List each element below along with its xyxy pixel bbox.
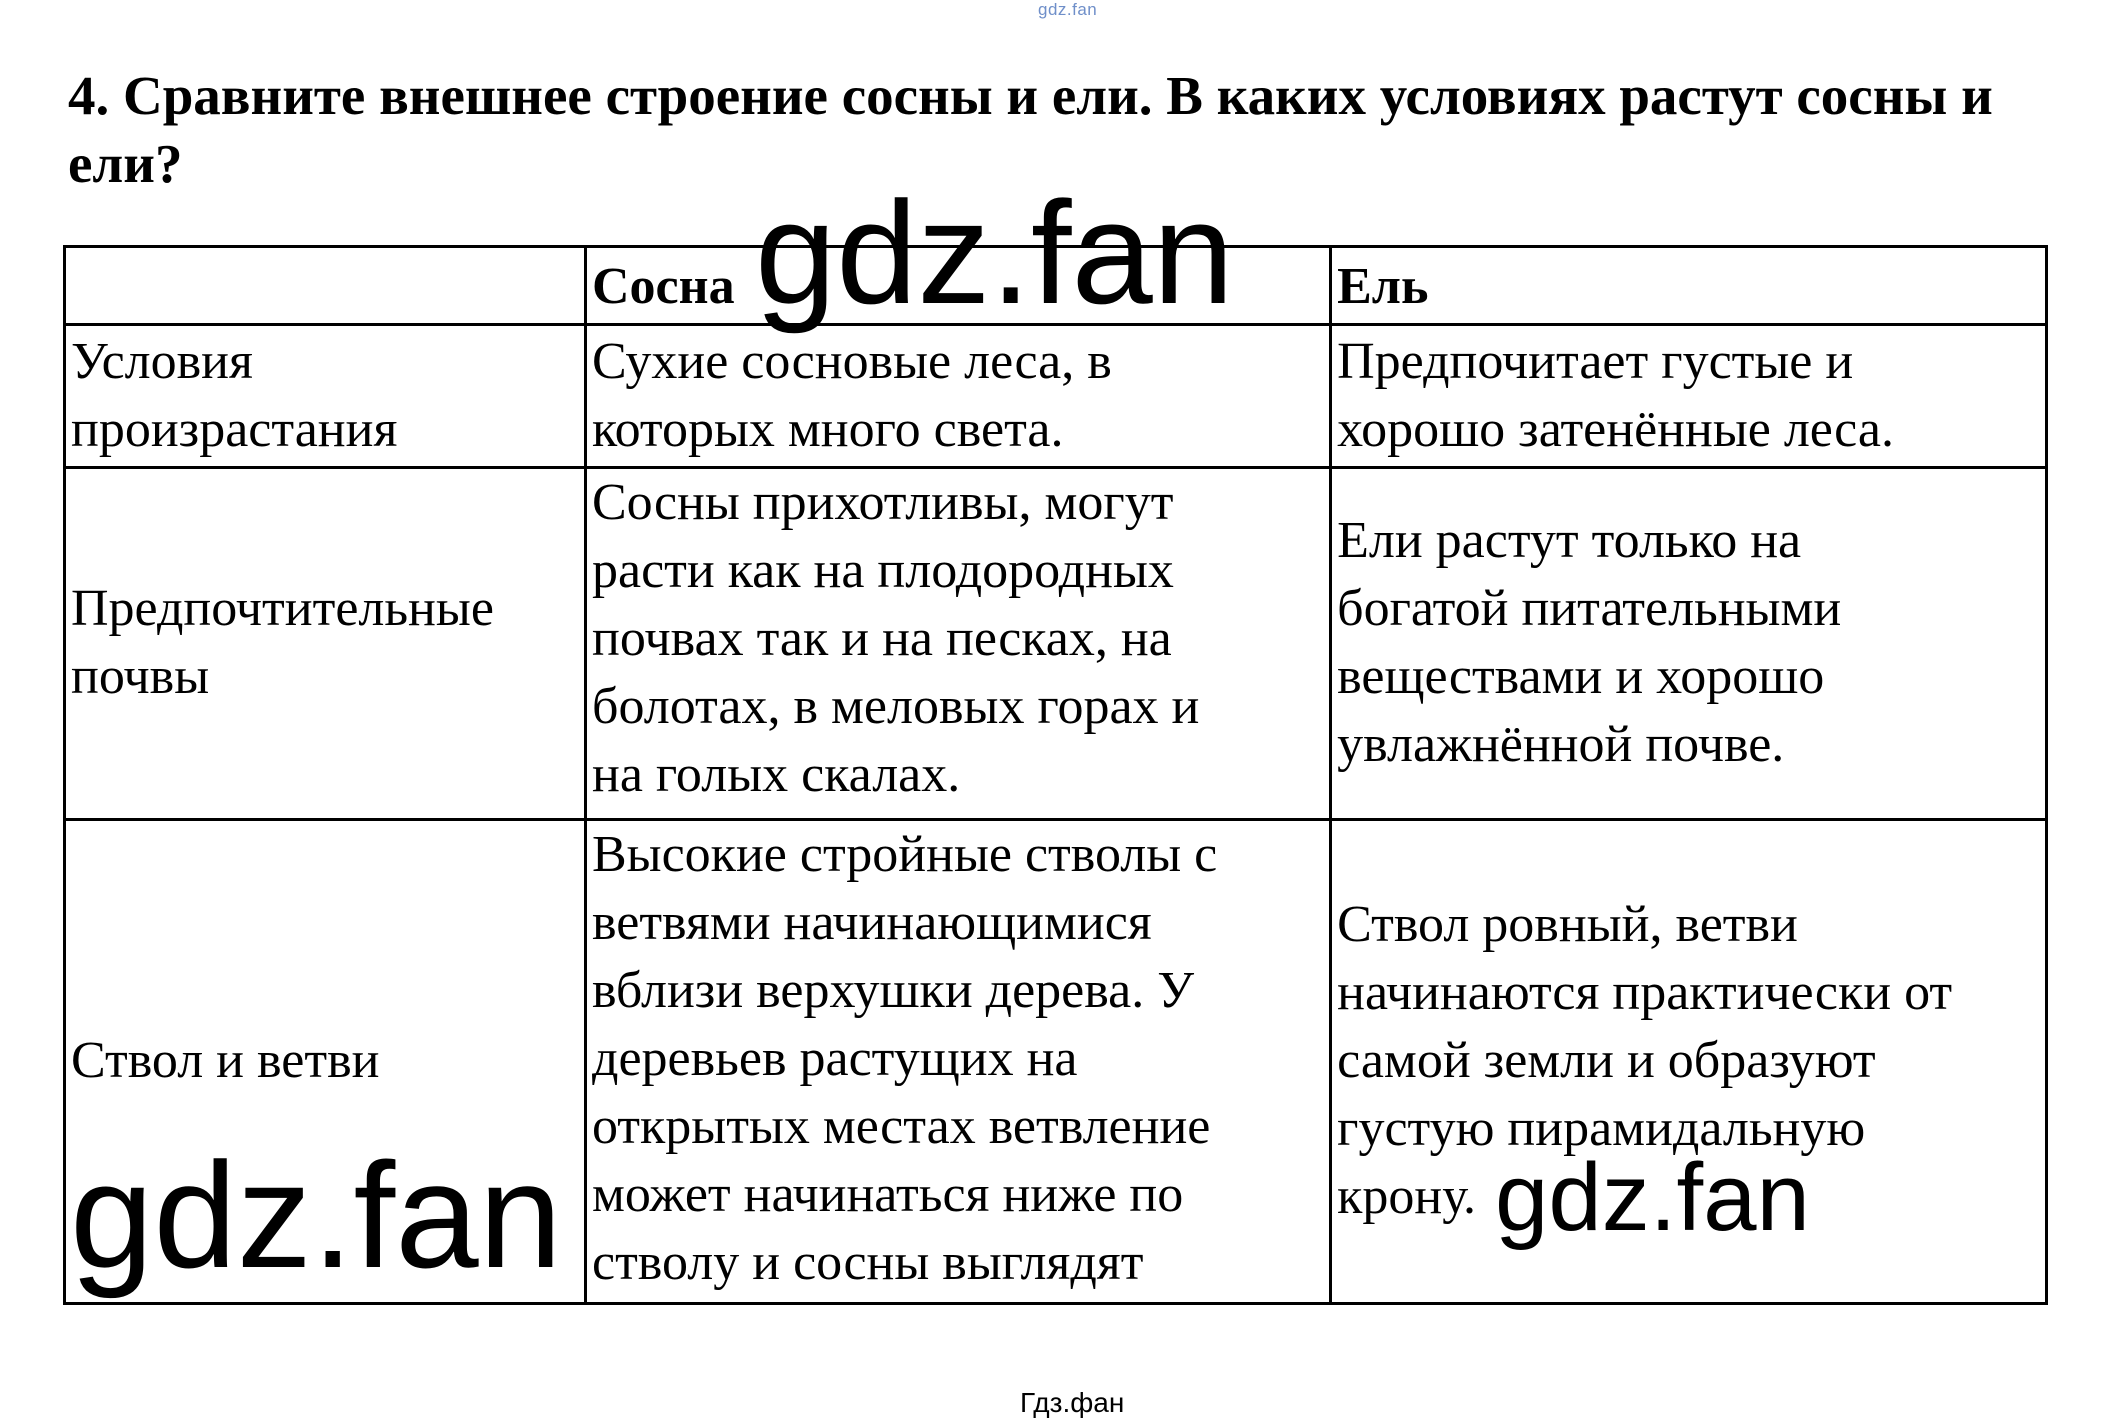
footer-watermark: Гдз.фан [1020, 1387, 1125, 1418]
row-label-text: Условия произрастания [71, 333, 398, 459]
row-label [65, 325, 586, 468]
header-empty-cell [65, 247, 586, 325]
pine-text: Сухие сосновые леса, в которых много света. [591, 333, 1112, 459]
question-title: 4. Сравните внешнее строение сосны и ели. В каких условиях растут сосны и ели? [68, 65, 1993, 194]
spruce-cell [1331, 468, 2047, 819]
pine-text: Высокие стройные стволы с ветвями начинающимися вблизи верхушки дерева. У деревьев растущих на открытых местах ветвление может начинаться ниже по стволу и сосны выглядят [591, 825, 1218, 1291]
spruce-cell [1331, 325, 2047, 468]
spruce-text: Ели растут только на богатой питательными веществами и хорошо увлажнённой почве. [1337, 512, 1842, 774]
row-label-text: Предпочтительные почвы [71, 580, 494, 706]
pine-cell [585, 468, 1330, 819]
spruce-text: Ствол ровный, ветви начинаются практически от самой земли и образуют густую пирамидальную крону. [1337, 896, 1953, 1226]
top-watermark: gdz.fan [1038, 0, 1098, 19]
watermark-text: gdz.fan [755, 171, 1234, 334]
pine-cell [585, 819, 1330, 1303]
header-spruce: Ель [1331, 247, 2047, 325]
header-pine: Сосна [585, 247, 1330, 325]
row-label-text: Ствол и ветви [71, 1032, 380, 1090]
watermark-text: gdz.fan [1495, 1144, 1810, 1251]
table-row [65, 468, 2047, 819]
spruce-text: Предпочитает густые и хорошо затенённые леса. [1337, 333, 1894, 459]
table-row [65, 325, 2047, 468]
pine-cell [585, 325, 1330, 468]
row-label [65, 468, 586, 819]
pine-text: Сосны прихотливы, могут расти как на плодородных почвах так и на песках, на болотах, в меловых горах и на голых скалах. [591, 474, 1200, 804]
watermark-text: gdz.fan [70, 1131, 563, 1299]
